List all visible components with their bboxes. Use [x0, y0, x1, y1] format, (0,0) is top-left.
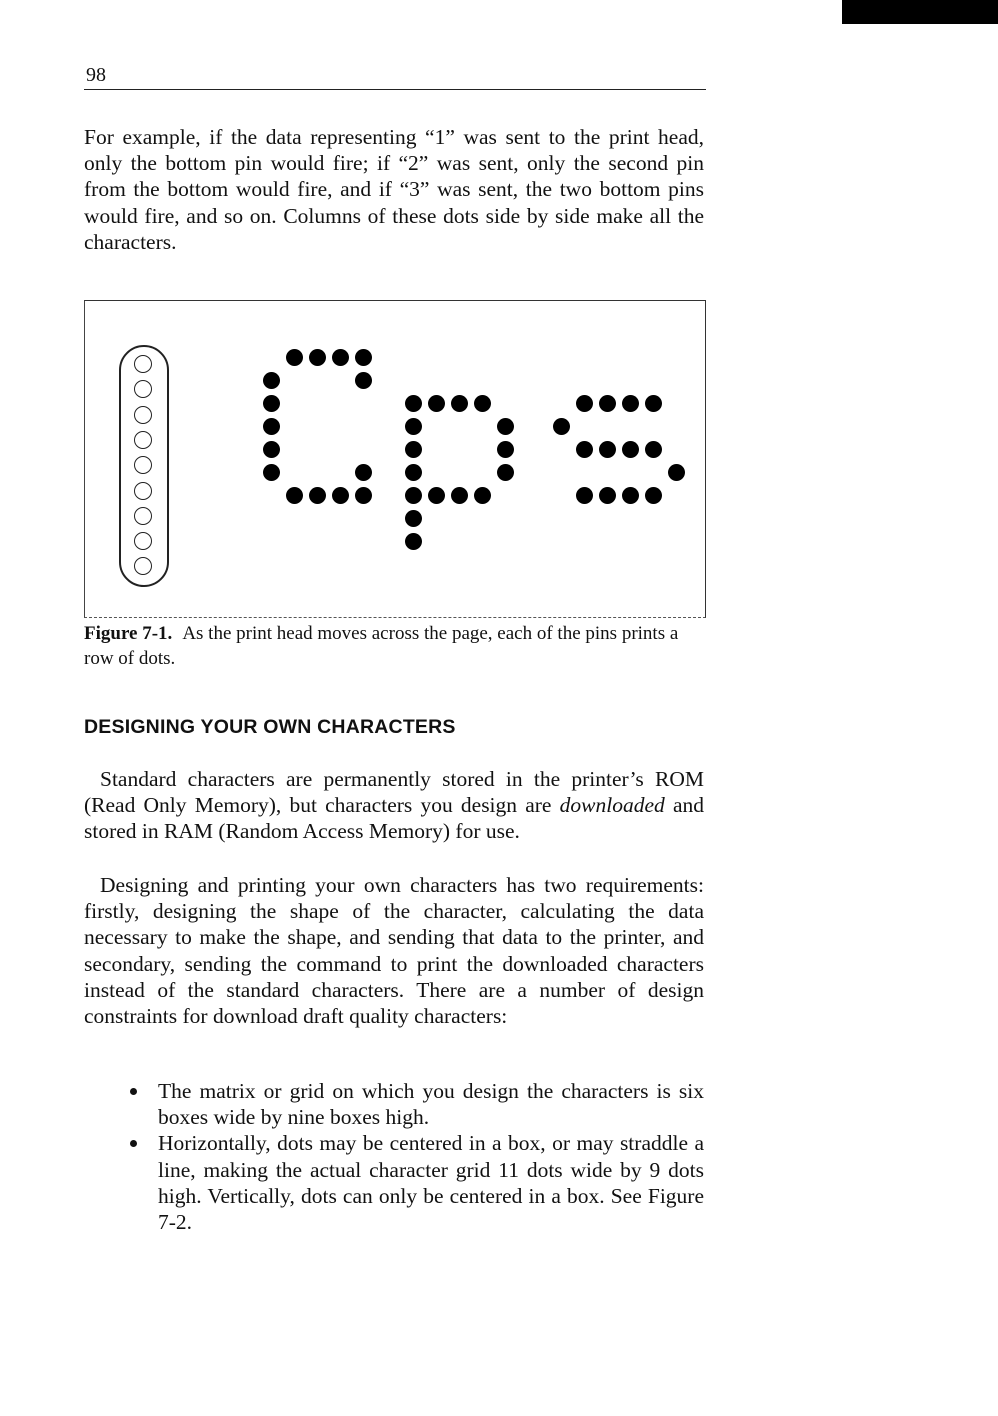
printed-dot: [428, 395, 445, 412]
printed-dot: [263, 418, 280, 435]
body-paragraph-1: [84, 766, 704, 845]
corner-scan-mark: [842, 0, 998, 24]
bullet-icon: [130, 1140, 137, 1147]
print-head: [119, 345, 169, 587]
print-pin-icon: [134, 482, 152, 500]
list-item: [130, 1130, 704, 1235]
printed-dot: [355, 464, 372, 481]
figure-caption: [84, 621, 706, 671]
printed-dot: [332, 349, 349, 366]
printed-dot: [263, 395, 280, 412]
dot-letter-s: [553, 349, 663, 529]
printed-dot: [622, 395, 639, 412]
printed-dot: [497, 441, 514, 458]
printed-dot: [599, 441, 616, 458]
printed-dot: [405, 487, 422, 504]
printed-dot: [622, 441, 639, 458]
list-item: [130, 1078, 704, 1130]
printed-dot: [645, 441, 662, 458]
dot-letter-p: [405, 349, 515, 569]
header-rule: [84, 89, 706, 90]
printed-dot: [645, 487, 662, 504]
bullet-icon: [130, 1088, 137, 1095]
printed-dot: [263, 464, 280, 481]
printed-dot: [263, 372, 280, 389]
list-item-text: Horizontally, dots may be centered in a box, or may straddle a line, making the actual character grid 11 dots wide by 9 dots high. Vertically, dots can only be centered in a box. See Figure 7-2.: [158, 1131, 704, 1235]
printed-dot: [451, 395, 468, 412]
printed-dot: [332, 487, 349, 504]
printed-dot: [668, 464, 685, 481]
para1-text-b: and stored in RAM (Random Access Memory) for use.: [84, 793, 704, 844]
constraints-list: [130, 1078, 704, 1235]
print-pin-icon: [134, 431, 152, 449]
printed-dot: [309, 349, 326, 366]
printed-dot: [355, 372, 372, 389]
page-number: 98: [86, 64, 106, 86]
printed-dot: [622, 487, 639, 504]
list-item-text: The matrix or grid on which you design the characters is six boxes wide by nine boxes high.: [158, 1079, 704, 1130]
printed-dot: [645, 395, 662, 412]
print-pin-icon: [134, 507, 152, 525]
printed-dot: [576, 395, 593, 412]
print-pin-icon: [134, 355, 152, 373]
para1-text-a: Standard characters are permanently stored in the printer’s ROM (Read Only Memory), but characters you design are: [84, 767, 704, 818]
dot-letter-c: [263, 349, 373, 529]
printed-dot: [599, 487, 616, 504]
print-pin-icon: [134, 532, 152, 550]
printed-dot: [599, 395, 616, 412]
printed-dot: [497, 464, 514, 481]
section-heading: DESIGNING YOUR OWN CHARACTERS: [84, 716, 456, 738]
printed-dot: [576, 441, 593, 458]
para1-emphasis: downloaded: [559, 793, 665, 818]
figure-label: Figure 7-1.: [84, 623, 173, 644]
printed-dot: [405, 395, 422, 412]
printed-dot: [497, 418, 514, 435]
printed-dot: [553, 418, 570, 435]
printed-dot: [428, 487, 445, 504]
printed-dot: [474, 395, 491, 412]
printed-dot: [286, 349, 303, 366]
printed-dot: [405, 464, 422, 481]
printed-dot: [309, 487, 326, 504]
printed-dot: [263, 441, 280, 458]
body-paragraph-2: Designing and printing your own characters has two requirements: firstly, designing the shape of the character, calculating the data necessary to make the shape, and sending that data to the printer, and secondary, sending the command to print the downloaded characters instead of the standard characters. There are a number of design constraints for download draft quality characters:: [84, 873, 704, 1029]
printed-dot: [355, 349, 372, 366]
printed-dot: [576, 487, 593, 504]
print-pin-icon: [134, 406, 152, 424]
printed-dot: [451, 487, 468, 504]
figure-caption-text: As the print head moves across the page, each of the pins prints a row of dots.: [84, 623, 679, 669]
intro-paragraph: For example, if the data representing “1” was sent to the print head, only the bottom pin would fire; if “2” was sent, only the second pin from the bottom would fire, and if “3” was sent, the two bottom pins would fire, and so on. Columns of these dots side by side make all the characters.: [84, 125, 704, 254]
printed-dot: [405, 510, 422, 527]
printed-dot: [474, 487, 491, 504]
printed-dot: [286, 487, 303, 504]
printed-dot: [405, 533, 422, 550]
printed-dot: [405, 441, 422, 458]
figure-7-1: [84, 300, 706, 618]
printed-dot: [355, 487, 372, 504]
printed-dot: [405, 418, 422, 435]
